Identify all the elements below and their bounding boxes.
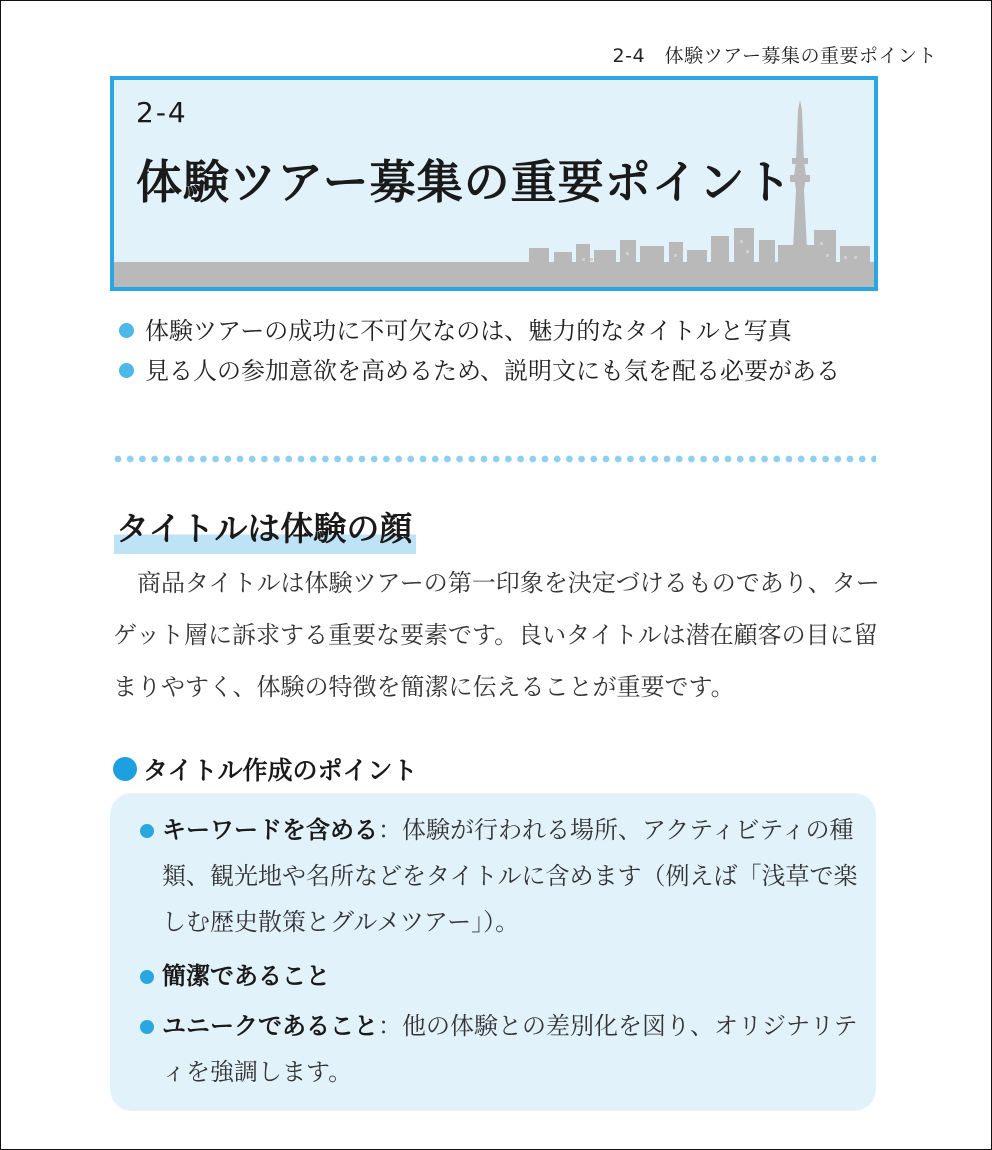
point-label: キーワードを含める (162, 816, 378, 844)
bullet-icon (119, 323, 134, 338)
title-box (110, 76, 878, 291)
body-paragraph: 商品タイトルは体験ツアーの第一印象を決定づけるものであり、ターゲット層に訴求する重要な要素です。良いタイトルは潜在顧客の目に留まりやすく、体験の特徴を簡潔に伝えることが重要です。 (113, 569, 880, 701)
point-separator: ： (378, 1012, 402, 1040)
point-text: 他の体験との差別化を図り、オリジナリティを強調します。 (162, 1012, 858, 1086)
subheading-text: タイトル作成のポイント (143, 756, 418, 785)
point-separator: ： (378, 816, 402, 844)
section-heading: タイトルは体験の顔 (114, 503, 416, 554)
subheading (113, 751, 418, 787)
point-text: 体験が行われる場所、アクティビティの種類、観光地や名所などをタイトルに含めます（例えば「浅草で楽しむ歴史散策とグルメツアー」）。 (162, 816, 858, 936)
bullet-icon (140, 970, 154, 984)
bullet-icon (140, 824, 154, 838)
point-label: ユニークであること (162, 1012, 378, 1040)
dotted-divider (114, 455, 876, 463)
section-title: 体験ツアー募集の重要ポイント (136, 155, 793, 209)
section-number: 2-4 (136, 96, 188, 129)
point-item (140, 1003, 862, 1095)
point-item (140, 807, 862, 945)
point-item (140, 953, 862, 999)
bullet-icon (119, 363, 134, 378)
summary-list (117, 311, 887, 391)
points-box (110, 793, 876, 1111)
summary-text: 体験ツアーの成功に不可欠なのは、魅力的なタイトルと写真 (145, 317, 792, 345)
point-label: 簡潔であること (162, 962, 330, 990)
bullet-icon (140, 1020, 154, 1034)
summary-text: 見る人の参加意欲を高めるため、説明文にも気を配る必要がある (145, 357, 841, 385)
summary-item (117, 351, 887, 391)
running-header: 2-4 体験ツアー募集の重要ポイント (612, 45, 937, 67)
circle-bullet-icon (113, 757, 137, 781)
summary-item (117, 311, 887, 351)
